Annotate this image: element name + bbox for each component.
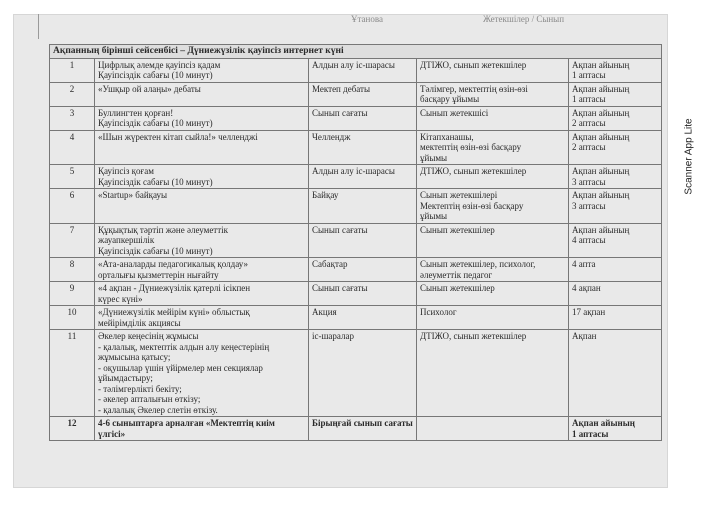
- date-cell-line: 4 ақпан: [572, 283, 601, 293]
- event-cell: [95, 106, 309, 130]
- row-number: 8: [50, 258, 95, 282]
- table-row: [50, 223, 662, 258]
- event-cell: [95, 223, 309, 258]
- responsible-cell: [417, 417, 569, 441]
- event-cell-line: ұйымдастыру;: [98, 373, 153, 383]
- form-cell: Алдын алу іс-шарасы: [309, 58, 417, 82]
- row-number: 11: [50, 330, 95, 417]
- responsible-cell-line: Сынып жетекшілер: [420, 224, 495, 235]
- responsible-cell: [417, 306, 569, 330]
- table-row: [50, 306, 662, 330]
- date-cell-line: Ақпан айының: [572, 131, 630, 142]
- responsible-cell-line: Сынып жетекшілер: [420, 283, 495, 293]
- event-cell: [95, 82, 309, 106]
- event-cell: [95, 165, 309, 189]
- date-cell: [569, 417, 662, 441]
- responsible-cell: [417, 258, 569, 282]
- date-cell: [569, 58, 662, 82]
- responsible-cell-line: Сынып жетекшісі: [420, 107, 489, 118]
- date-cell-line: 17 ақпан: [572, 307, 606, 317]
- responsible-cell-line: ДТІЖО, сынып жетекшілер: [420, 59, 527, 70]
- table-row: [50, 130, 662, 165]
- table-row: [50, 106, 662, 130]
- event-cell-line: үлгісі»: [98, 428, 126, 439]
- responsible-cell: [417, 189, 569, 224]
- event-cell-line: Қауіпсіздік сабағы (10 минут): [98, 70, 213, 80]
- event-cell-line: Әкелер кеңесінің жұмысы: [98, 331, 199, 341]
- form-cell: іс-шаралар: [309, 330, 417, 417]
- date-cell-line: Ақпан айының: [572, 166, 630, 176]
- responsible-cell-line: басқару ұйымы: [420, 94, 480, 104]
- date-cell-line: Ақпан айының: [572, 83, 630, 94]
- event-cell-line: Цифрлық әлемде қауіпсіз қадам: [98, 59, 221, 70]
- event-cell: [95, 189, 309, 224]
- table-title: Ақпанның бірінші сейсенбісі – Дүниежүзілік қауіпсіз интернет күні: [50, 45, 662, 59]
- date-cell: [569, 306, 662, 330]
- responsible-cell-line: ұйымы: [420, 211, 448, 221]
- event-cell: [95, 417, 309, 441]
- event-cell-line: Қауіпсіз қоғам: [98, 166, 154, 176]
- event-cell-line: Қауіпсіздік сабағы (10 минут): [98, 118, 213, 128]
- table-row: [50, 417, 662, 441]
- event-cell: [95, 306, 309, 330]
- date-cell: [569, 189, 662, 224]
- row-number: 3: [50, 106, 95, 130]
- responsible-cell-line: ДТІЖО, сынып жетекшілер: [420, 166, 527, 176]
- table-title-row: [50, 45, 662, 59]
- event-cell-line: «Шын жүректен кітап сыйла!» челленджі: [98, 131, 258, 142]
- event-cell: [95, 130, 309, 165]
- form-cell: Мектеп дебаты: [309, 82, 417, 106]
- date-cell: [569, 223, 662, 258]
- top-strip-text-2: Жетекшілер / Сынып: [483, 14, 565, 24]
- event-cell-line: - оқушылар үшін үйірмелер мен секциялар: [98, 362, 263, 373]
- side-label-text: Scanner App Lite: [683, 118, 695, 195]
- responsible-cell-line: Мектептің өзін-өзі басқару: [420, 200, 524, 211]
- event-cell-line: «4 ақпан - Дүниежүзілік қатерлі ісікпен: [98, 283, 251, 293]
- date-cell-line: 1 аптасы: [572, 94, 606, 104]
- event-cell-line: «Дүниежүзілік мейірім күні» облыстық: [98, 307, 250, 317]
- row-number: 1: [50, 58, 95, 82]
- row-number: 2: [50, 82, 95, 106]
- plan-table: [49, 44, 662, 441]
- event-cell: [95, 282, 309, 306]
- responsible-cell-line: ұйымы: [420, 152, 448, 163]
- responsible-cell-line: Сынып жетекшілері: [420, 190, 498, 200]
- date-cell-line: 4 апта: [572, 259, 596, 269]
- event-cell-line: - қалалық, мектептік алдын алу кеңестерінің: [98, 341, 270, 352]
- date-cell-line: 1 аптасы: [572, 70, 606, 80]
- row-number: 12: [50, 417, 95, 441]
- event-cell: [95, 330, 309, 417]
- form-cell: Сынып сағаты: [309, 282, 417, 306]
- form-cell: Бірыңғай сынып сағаты: [309, 417, 417, 441]
- responsible-cell: [417, 223, 569, 258]
- binding-line: [38, 14, 39, 39]
- event-cell-line: «Ата-аналарды педагогикалық қолдау»: [98, 259, 249, 269]
- date-cell-line: Ақпан айының: [572, 224, 630, 235]
- date-cell: [569, 258, 662, 282]
- responsible-cell: [417, 130, 569, 165]
- event-cell-line: «Ушқыр ой алаңы» дебаты: [98, 83, 201, 94]
- table-row: [50, 58, 662, 82]
- table-row: [50, 258, 662, 282]
- date-cell-line: Ақпан айының: [572, 59, 630, 70]
- form-cell: Сабақтар: [309, 258, 417, 282]
- form-cell: Алдын алу іс-шарасы: [309, 165, 417, 189]
- event-cell-line: Қауіпсіздік сабағы (10 минут): [98, 245, 213, 256]
- form-cell: Акция: [309, 306, 417, 330]
- side-label: [683, 118, 697, 195]
- event-cell-line: жауапкершілік: [98, 235, 155, 245]
- date-cell-line: 4 аптасы: [572, 235, 606, 245]
- row-number: 10: [50, 306, 95, 330]
- event-cell-line: Құқықтық тәртіп және әлеуметтік: [98, 224, 229, 235]
- responsible-cell: [417, 106, 569, 130]
- date-cell: [569, 106, 662, 130]
- event-cell-line: - әкелер апталығын өткізу;: [98, 394, 201, 404]
- responsible-cell-line: әлеуметтік педагог: [420, 269, 493, 280]
- date-cell-line: 3 аптасы: [572, 200, 606, 211]
- event-cell-line: күрес күні»: [98, 293, 143, 304]
- event-cell-line: Қауіпсіздік сабағы (10 минут): [98, 176, 213, 187]
- responsible-cell-line: Кітапханашы,: [420, 131, 474, 142]
- row-number: 7: [50, 223, 95, 258]
- row-number: 6: [50, 189, 95, 224]
- date-cell: [569, 82, 662, 106]
- date-cell-line: 2 аптасы: [572, 118, 606, 128]
- top-strip-text-1: Ұтанова: [351, 14, 383, 24]
- responsible-cell: [417, 165, 569, 189]
- date-cell: [569, 130, 662, 165]
- form-cell: Сынып сағаты: [309, 106, 417, 130]
- event-cell-line: мейірімділік акциясы: [98, 317, 181, 328]
- event-cell-line: - қалалық Әкелер слетін өткізу.: [98, 404, 218, 415]
- row-number: 5: [50, 165, 95, 189]
- table-row: [50, 282, 662, 306]
- date-cell-line: Ақпан: [572, 331, 597, 341]
- date-cell-line: Ақпан айының: [572, 418, 635, 428]
- event-cell: [95, 58, 309, 82]
- date-cell: [569, 282, 662, 306]
- table-row: [50, 165, 662, 189]
- date-cell-line: Ақпан айының: [572, 107, 630, 118]
- table-row: [50, 330, 662, 417]
- table-row: [50, 82, 662, 106]
- responsible-cell: [417, 82, 569, 106]
- date-cell: [569, 165, 662, 189]
- date-cell: [569, 330, 662, 417]
- responsible-cell-line: ДТІЖО, сынып жетекшілер: [420, 331, 527, 341]
- responsible-cell-line: Сынып жетекшілер, психолог,: [420, 259, 536, 269]
- responsible-cell: [417, 58, 569, 82]
- responsible-cell: [417, 282, 569, 306]
- event-cell-line: - тәлімгерлікті бекіту;: [98, 383, 182, 394]
- event-cell-line: «Startup» байқауы: [98, 190, 168, 200]
- event-cell-line: орталығы қызметтерін нығайту: [98, 269, 219, 280]
- event-cell-line: 4-6 сыныптарға арналған «Мектептің киім: [98, 418, 275, 428]
- date-cell-line: 3 аптасы: [572, 176, 606, 187]
- form-cell: Сынып сағаты: [309, 223, 417, 258]
- top-strip: [13, 14, 668, 44]
- form-cell: Байқау: [309, 189, 417, 224]
- date-cell-line: Ақпан айының: [572, 190, 630, 200]
- table-row: [50, 189, 662, 224]
- date-cell-line: 2 аптасы: [572, 142, 606, 152]
- event-cell: [95, 258, 309, 282]
- form-cell: Челлендж: [309, 130, 417, 165]
- row-number: 9: [50, 282, 95, 306]
- responsible-cell-line: Тәлімгер, мектептің өзін-өзі: [420, 83, 528, 94]
- event-cell-line: жұмысына қатысу;: [98, 352, 171, 362]
- row-number: 4: [50, 130, 95, 165]
- responsible-cell: [417, 330, 569, 417]
- responsible-cell-line: Психолог: [420, 307, 457, 317]
- event-cell-line: Буллингтен қорған!: [98, 107, 174, 118]
- date-cell-line: 1 аптасы: [572, 428, 609, 439]
- responsible-cell-line: мектептің өзін-өзі басқару: [420, 142, 522, 152]
